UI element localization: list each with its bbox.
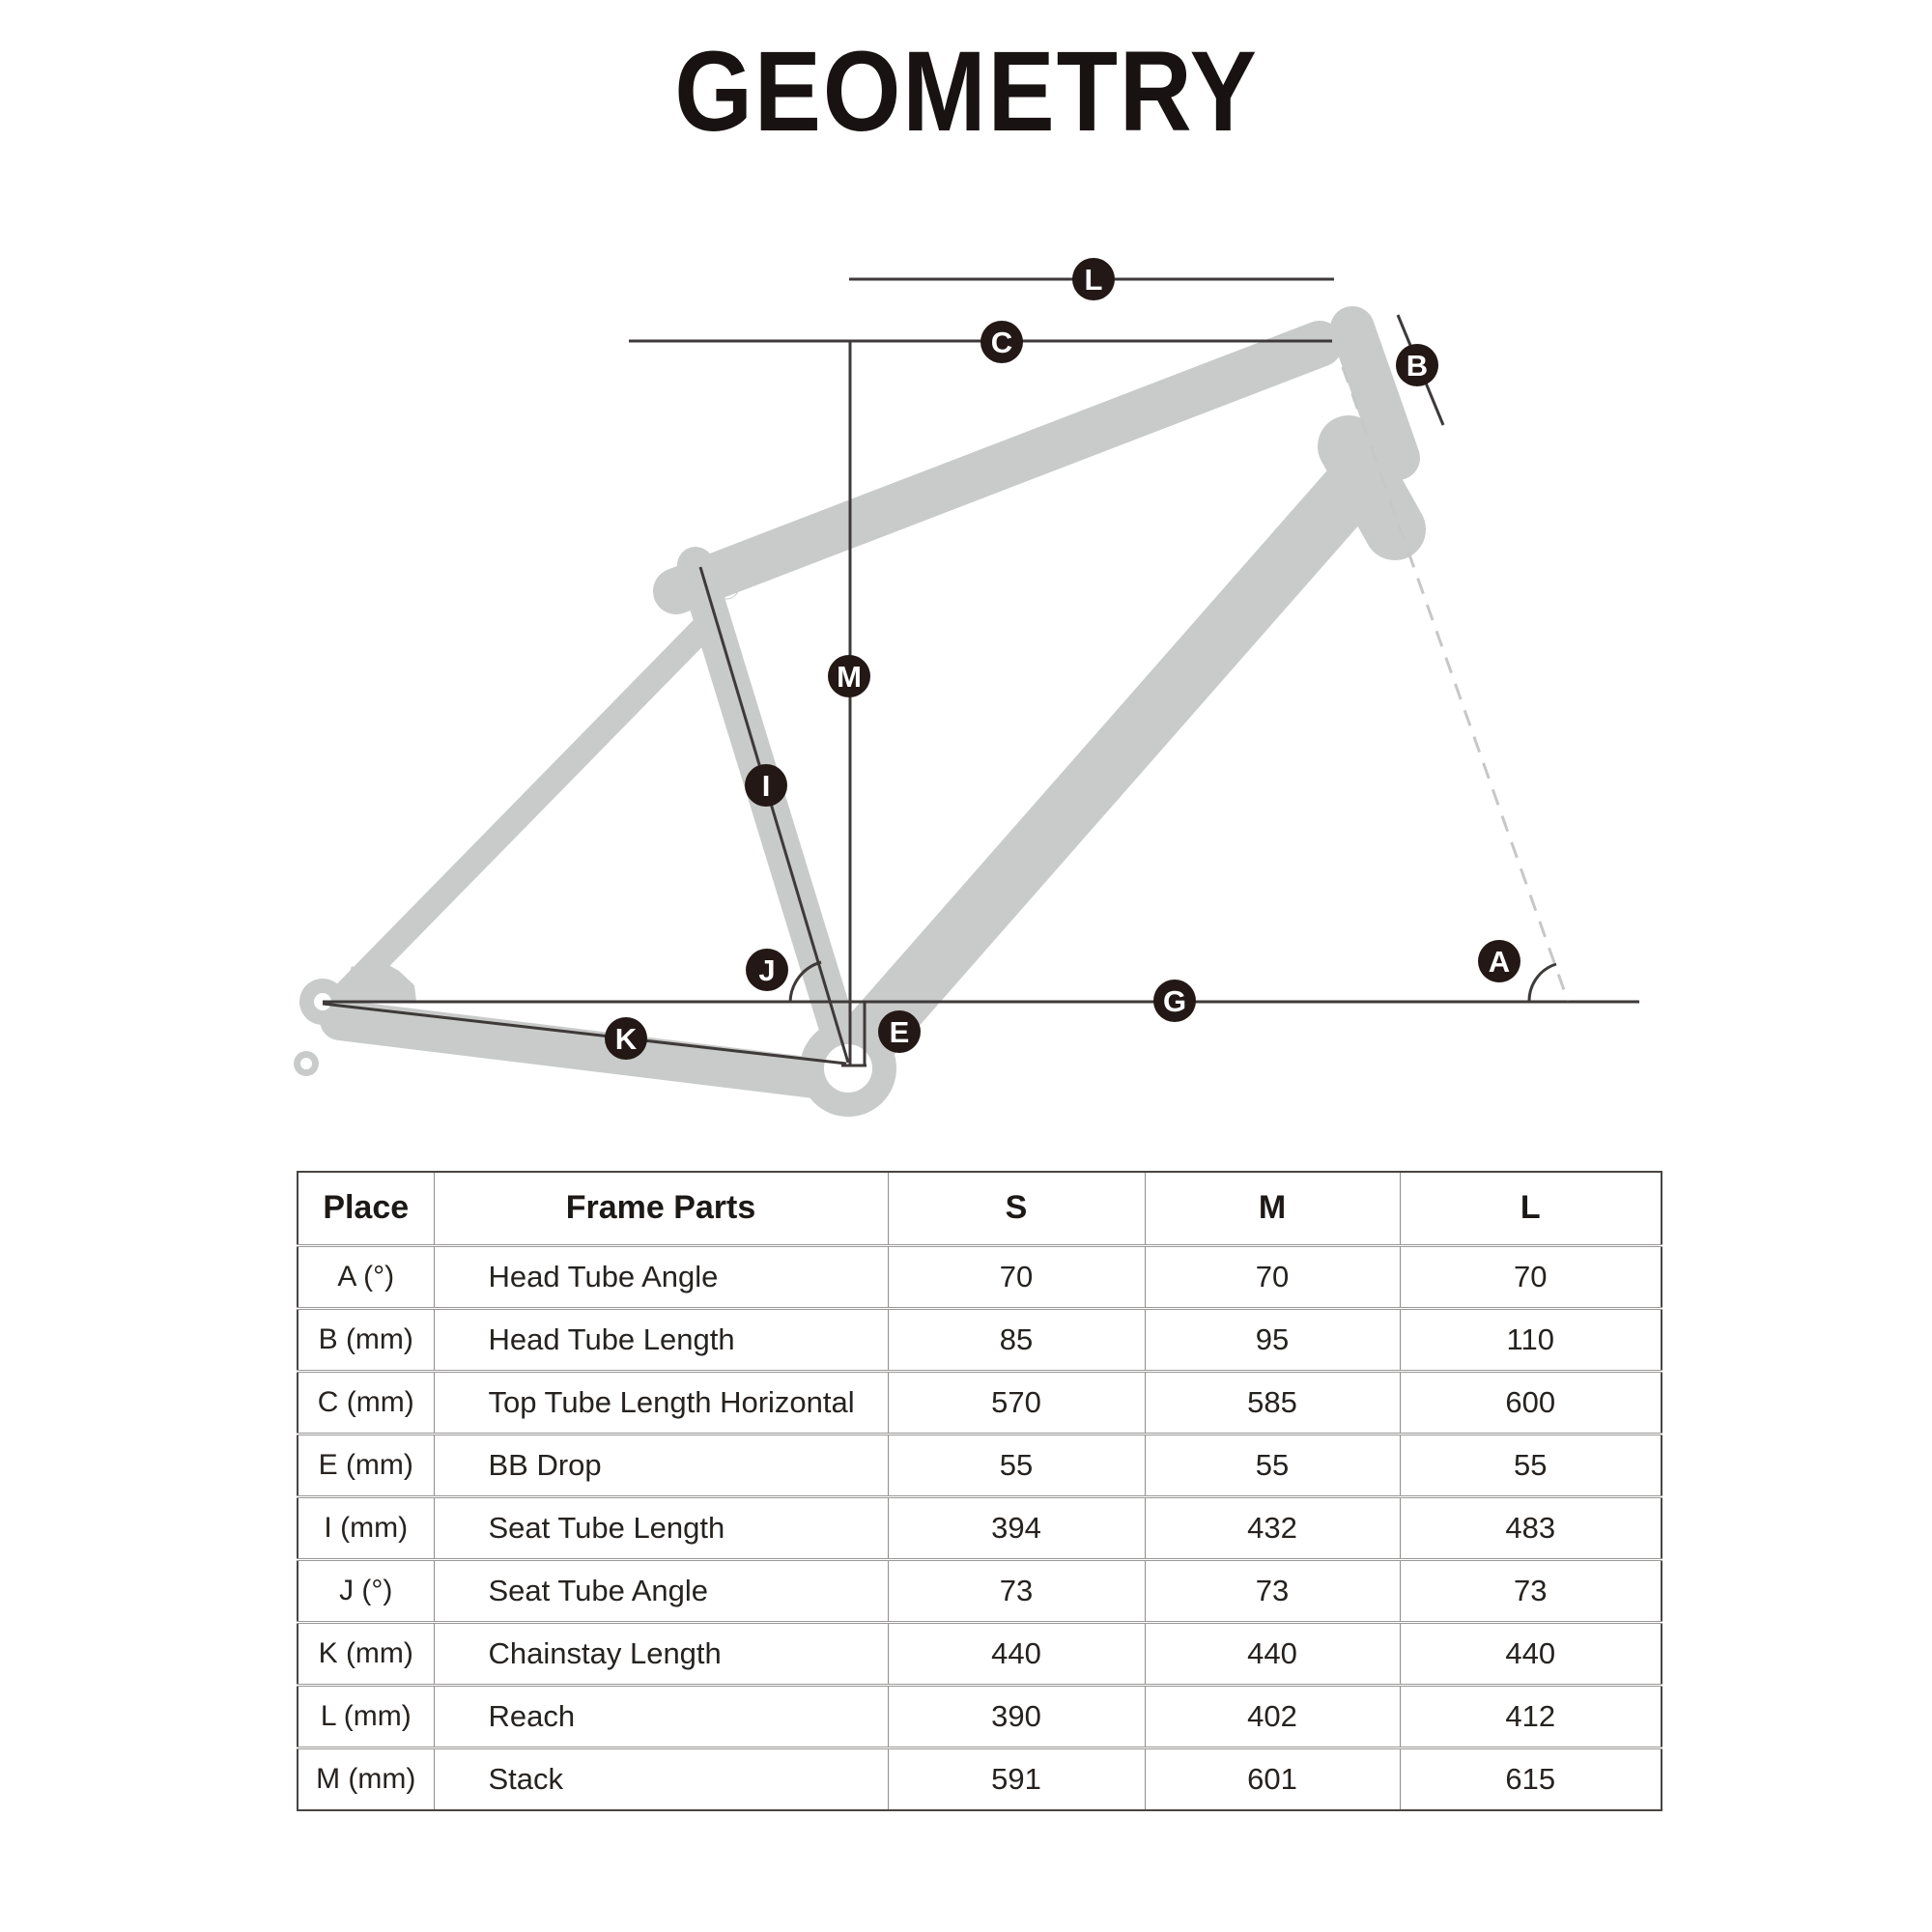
- value-l: 73: [1400, 1559, 1662, 1622]
- value-s: 394: [888, 1496, 1145, 1559]
- badge-I-label: I: [761, 769, 771, 803]
- value-s: 570: [888, 1371, 1145, 1434]
- badge-C: [980, 321, 1023, 363]
- value-s: 591: [888, 1747, 1145, 1810]
- value-m: 585: [1145, 1371, 1400, 1434]
- value-m: 70: [1145, 1245, 1400, 1308]
- chain-stay-tube: [340, 1020, 831, 1080]
- head-angle-arc-A: [1529, 964, 1556, 1002]
- table-row: [298, 1245, 1662, 1308]
- badge-L-label: L: [1084, 263, 1103, 297]
- value-l: 440: [1400, 1622, 1662, 1685]
- value-m: 95: [1145, 1308, 1400, 1371]
- row-place: C (mm): [298, 1371, 434, 1434]
- table-row: [298, 1622, 1662, 1685]
- badge-A: [1478, 940, 1520, 982]
- value-l: 412: [1400, 1685, 1662, 1747]
- badge-G-label: G: [1162, 984, 1187, 1018]
- badge-M: [828, 655, 870, 697]
- badge-C-label: C: [990, 326, 1013, 359]
- table-row: [298, 1559, 1662, 1622]
- badge-J: [746, 949, 788, 991]
- row-part: BB Drop: [434, 1434, 888, 1496]
- hanger-hole: [300, 1058, 312, 1069]
- frame-silhouette: [294, 328, 1398, 1117]
- header-place: Place: [323, 1189, 410, 1227]
- row-place: K (mm): [298, 1622, 434, 1685]
- row-place: E (mm): [298, 1434, 434, 1496]
- table-header-row: [298, 1172, 1662, 1245]
- value-m: 402: [1145, 1685, 1400, 1747]
- row-part: Reach: [434, 1685, 888, 1747]
- value-l: 55: [1400, 1434, 1662, 1496]
- badge-L: [1072, 258, 1115, 300]
- header-size-l: L: [1400, 1172, 1662, 1245]
- geometry-table: [297, 1171, 1662, 1811]
- top-tube: [676, 344, 1320, 591]
- value-l: 70: [1400, 1245, 1662, 1308]
- down-tube: [854, 454, 1381, 1055]
- row-place: L (mm): [298, 1685, 434, 1747]
- value-s: 390: [888, 1685, 1145, 1747]
- table-row: [298, 1747, 1662, 1810]
- badge-E: [878, 1010, 921, 1053]
- value-l: 615: [1400, 1747, 1662, 1810]
- row-part: Seat Tube Length: [434, 1496, 888, 1559]
- value-l: 483: [1400, 1496, 1662, 1559]
- value-s: 73: [888, 1559, 1145, 1622]
- value-m: 73: [1145, 1559, 1400, 1622]
- row-part: Stack: [434, 1747, 888, 1810]
- table-row: [298, 1434, 1662, 1496]
- badge-E-label: E: [889, 1015, 910, 1049]
- badge-A-label: A: [1488, 945, 1511, 979]
- page-title-text: GEOMETRY: [673, 28, 1259, 156]
- brake-mount-bump: [340, 959, 416, 1002]
- badge-M-label: M: [837, 660, 862, 694]
- badge-I: [745, 764, 787, 807]
- row-part: Chainstay Length: [434, 1622, 888, 1685]
- row-place: M (mm): [298, 1747, 434, 1810]
- value-l: 110: [1400, 1308, 1662, 1371]
- badge-B-label: B: [1406, 349, 1429, 383]
- value-m: 432: [1145, 1496, 1400, 1559]
- table-row: [298, 1308, 1662, 1371]
- table-row: [298, 1685, 1662, 1747]
- value-s: 55: [888, 1434, 1145, 1496]
- row-part: Top Tube Length Horizontal: [434, 1371, 888, 1434]
- value-m: 440: [1145, 1622, 1400, 1685]
- value-l: 600: [1400, 1371, 1662, 1434]
- seat-stay-tube: [334, 630, 701, 1005]
- row-place: J (°): [298, 1559, 434, 1622]
- badge-G: [1153, 980, 1196, 1022]
- fork-crown: [1349, 446, 1395, 529]
- table-row: [298, 1371, 1662, 1434]
- header-size-s: S: [888, 1172, 1145, 1245]
- row-place: B (mm): [298, 1308, 434, 1371]
- row-part: Head Tube Angle: [434, 1245, 888, 1308]
- badge-J-label: J: [758, 953, 776, 987]
- value-s: 440: [888, 1622, 1145, 1685]
- header-size-m: M: [1145, 1172, 1400, 1245]
- badge-K-label: K: [614, 1022, 638, 1056]
- value-s: 85: [888, 1308, 1145, 1371]
- header-frame-parts: Frame Parts: [434, 1172, 888, 1245]
- row-part: Seat Tube Angle: [434, 1559, 888, 1622]
- value-m: 601: [1145, 1747, 1400, 1810]
- badge-B: [1396, 344, 1438, 386]
- row-place: I (mm): [298, 1496, 434, 1559]
- row-part: Head Tube Length: [434, 1308, 888, 1371]
- badge-K: [605, 1017, 647, 1060]
- value-s: 70: [888, 1245, 1145, 1308]
- value-m: 55: [1145, 1434, 1400, 1496]
- row-place: A (°): [298, 1245, 434, 1308]
- table-row: [298, 1496, 1662, 1559]
